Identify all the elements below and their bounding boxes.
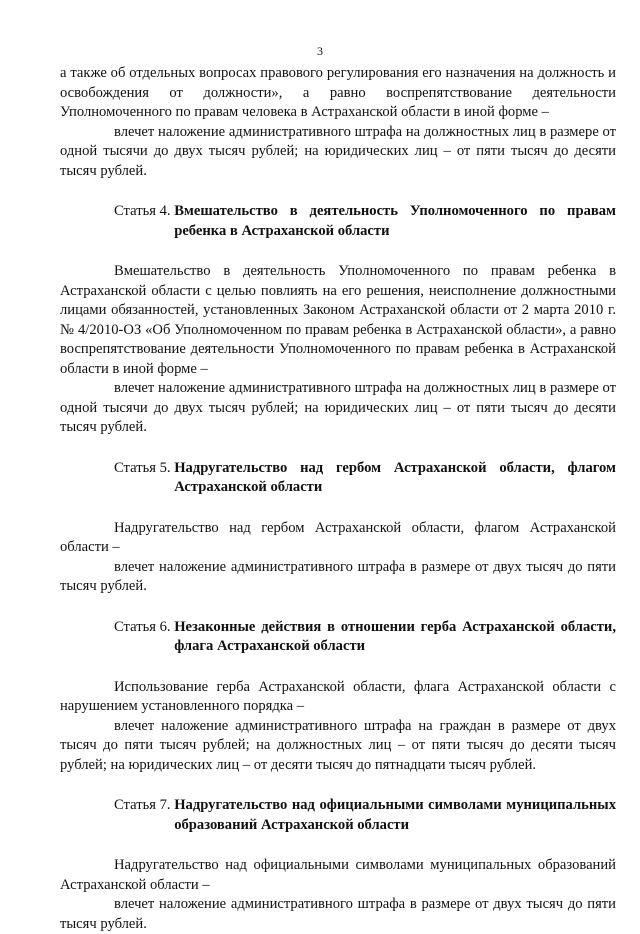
article-6-title: Незаконные действия в отношении герба Астраханской области, флага Астраханской области: [174, 618, 616, 654]
article-4-number: Статья 4.: [114, 203, 171, 219]
article-5-title: Надругательство над гербом Астраханской области, флагом Астраханской области: [174, 459, 616, 495]
article-6-paragraph-1: Использование герба Астраханской области, флага Астраханской области с нарушением установленного порядка –: [60, 678, 616, 714]
article-4-title: Вмешательство в деятельность Уполномоченного по правам ребенка в Астраханской области: [174, 203, 616, 239]
page-number: 3: [317, 44, 323, 58]
article-6-number: Статья 6.: [114, 618, 171, 635]
article-7-paragraph-1: Надругательство над официальными символами муниципальных образований Астраханской области –: [60, 857, 616, 893]
article-5-heading: [114, 459, 616, 498]
article-4-heading: [114, 202, 616, 241]
article-5-number: Статья 5.: [114, 459, 171, 476]
article-7-heading: [114, 796, 616, 835]
article-4-paragraph-1: Вмешательство в деятельность Уполномоченного по правам ребенка в Астраханской области с целью повлиять на его решения, неисполнение должностными лицами обязанностей, установленных Законом Астраханской области от 2 марта 2010 г. № 4/2010-ОЗ «Об Уполномоченном по правам ребенка в Астраханской области», а равно воспрепятствование деятельности Уполномоченного по правам ребенка в Астраханской области в иной форме –: [60, 263, 616, 377]
article-7-number: Статья 7.: [114, 797, 171, 813]
article-5-paragraph-2: влечет наложение административного штрафа в размере от двух тысяч до пяти тысяч рублей.: [60, 558, 616, 594]
article-6-heading: [114, 618, 616, 657]
intro-paragraph-1: а также об отдельных вопросах правового регулирования его назначения на должность и освобождения от должности», а равно воспрепятствование деятельности Уполномоченного по правам человека в Астраханской области в иной форме –: [60, 65, 616, 120]
article-4-paragraph-2: влечет наложение административного штрафа на должностных лиц в размере от одной тысячи до двух тысяч рублей; на юридических лиц – от пяти тысяч до десяти тысяч рублей.: [60, 380, 616, 435]
article-7-title: Надругательство над официальными символами муниципальных образований Астраханской области: [174, 797, 616, 833]
article-6-paragraph-2: влечет наложение административного штрафа на граждан в размере от двух тысяч до пяти тысяч рублей; на должностных лиц – от пяти тысяч до десяти тысяч рублей; на юридических лиц – от десяти тысяч до пятнадцати тысяч рублей.: [60, 717, 616, 773]
intro-paragraph-2: влечет наложение административного штрафа на должностных лиц в размере от одной тысячи до двух тысяч рублей; на юридических лиц – от пяти тысяч до десяти тысяч рублей.: [60, 123, 616, 179]
article-5-paragraph-1: Надругательство над гербом Астраханской области, флагом Астраханской области –: [60, 519, 616, 555]
article-7-paragraph-2: влечет наложение административного штрафа в размере от двух тысяч до пяти тысяч рублей.: [60, 896, 616, 932]
document-body: [60, 64, 616, 934]
